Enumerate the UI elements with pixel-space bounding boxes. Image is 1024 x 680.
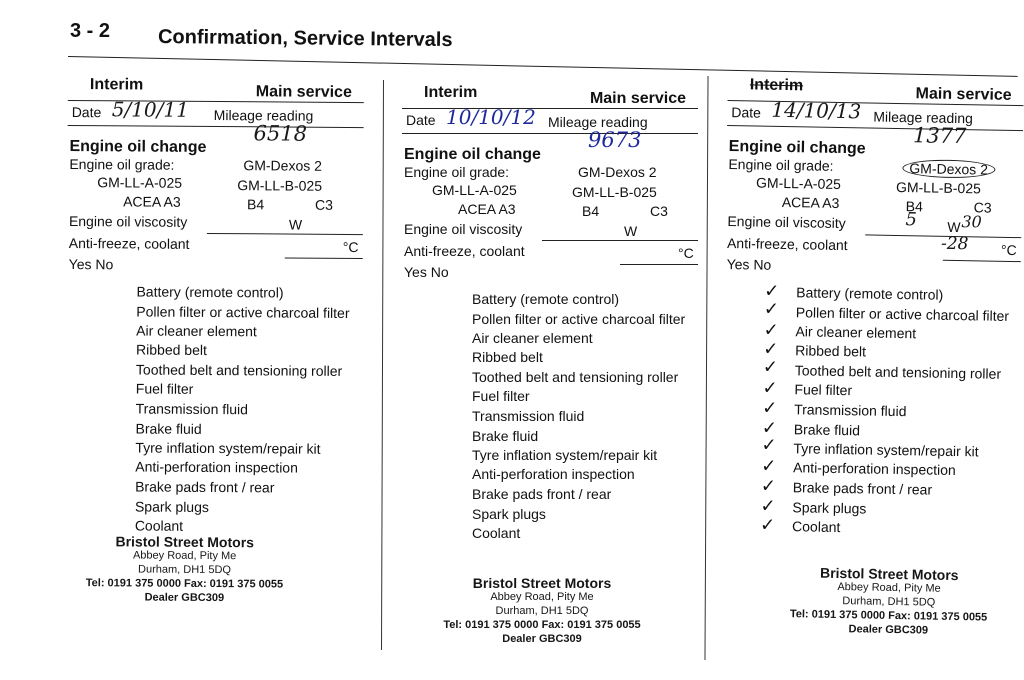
- viscosity-w: W: [624, 223, 638, 239]
- main-service-label: Main service: [589, 90, 686, 107]
- dealer-address-2: Durham, DH1 5DQ: [842, 595, 936, 609]
- checklist-item-label: Transmission fluid: [472, 407, 585, 424]
- engine-oil-change-heading: Engine oil change: [69, 138, 207, 156]
- interim-label: Interim: [749, 76, 804, 95]
- checklist-item-label: Ribbed belt: [795, 342, 867, 360]
- checklist-item: [66, 360, 366, 381]
- checklist-item-label: Brake pads front / rear: [135, 478, 275, 496]
- gm-ll-b-option: GM-LL-B-025: [572, 184, 657, 200]
- checklist-item-label: Brake pads front / rear: [472, 485, 612, 502]
- antifreeze-row: [402, 242, 702, 262]
- dealer-name: Bristol Street Motors: [819, 564, 959, 584]
- mileage-value: 9673: [588, 128, 642, 152]
- checklist-item: [66, 340, 366, 362]
- viscosity-label: Engine oil viscosity: [68, 213, 188, 230]
- dealer-stamp: [74, 534, 294, 606]
- service-checklist: [720, 282, 1024, 541]
- checklist-item: [66, 302, 366, 323]
- checklist-item-label: Pollen filter or active charcoal filter: [795, 303, 1010, 324]
- checklist-item-label: Air cleaner element: [136, 322, 257, 340]
- checklist-item-label: Transmission fluid: [794, 401, 907, 419]
- service-checklist: [402, 290, 702, 544]
- dealer-code: Dealer GBC309: [502, 633, 582, 645]
- checklist-item-label: Anti-perforation inspection: [135, 458, 298, 476]
- mileage-label: Mileage reading: [213, 107, 314, 124]
- gm-ll-b-option: GM-LL-B-025: [895, 178, 981, 197]
- c3-option: C3: [315, 196, 334, 213]
- checklist-item-label: Battery (remote control): [472, 291, 620, 307]
- checklist-item-label: Fuel filter: [472, 388, 530, 405]
- dealer-stamp: [432, 576, 652, 646]
- gm-ll-b-option: GM-LL-B-025: [237, 177, 323, 194]
- checklist-item: [402, 407, 702, 427]
- checklist-item-label: Fuel filter: [135, 380, 194, 397]
- checklist-item: [402, 329, 702, 349]
- checklist-item: [720, 516, 1020, 541]
- viscosity-value: 5: [905, 209, 918, 231]
- date-rule: [402, 133, 698, 134]
- interim-label: Interim: [424, 84, 478, 101]
- c3-option: C3: [973, 199, 992, 216]
- checklist-item-label: Spark plugs: [792, 498, 867, 517]
- date-row: [68, 97, 368, 127]
- checkmark-icon: ✓: [761, 417, 778, 439]
- checklist-item: [65, 497, 365, 519]
- date-label: Date: [731, 104, 762, 121]
- checklist-item: [402, 446, 702, 465]
- antifreeze-label: Anti-freeze, coolant: [726, 235, 848, 254]
- checklist-item-label: Spark plugs: [134, 498, 209, 515]
- checklist-item-label: Fuel filter: [794, 381, 853, 399]
- checklist-item-label: Air cleaner element: [472, 329, 593, 346]
- date-label: Date: [406, 112, 436, 128]
- viscosity-w: W: [288, 216, 303, 233]
- checkmark-icon: ✓: [760, 475, 777, 497]
- acea-option: ACEA A3: [458, 201, 516, 217]
- oil-grade-grid: [726, 156, 1024, 217]
- checklist-item-label: Brake fluid: [472, 427, 539, 444]
- degrees-unit: °C: [342, 238, 359, 256]
- checklist-item: [402, 465, 702, 485]
- checkmark-icon: ✓: [763, 339, 779, 361]
- checklist-item-label: Battery (remote control): [796, 284, 944, 303]
- checklist-item: [402, 290, 702, 310]
- checkmark-icon: ✓: [763, 319, 779, 341]
- checklist-item: [65, 438, 365, 459]
- checklist-item-label: Coolant: [134, 517, 184, 535]
- checklist-item-label: Brake pads front / rear: [792, 479, 933, 498]
- antifreeze-label: Anti-freeze, coolant: [68, 235, 190, 252]
- service-column-2: [402, 82, 702, 672]
- viscosity-w: W: [947, 218, 961, 236]
- engine-oil-change-heading: Engine oil change: [728, 138, 866, 158]
- dealer-name: Bristol Street Motors: [472, 575, 612, 591]
- dealer-address-1: Abbey Road, Pity Me: [132, 549, 237, 563]
- checklist-item: [402, 427, 702, 447]
- checkmark-icon: ✓: [762, 356, 779, 379]
- top-rule: [68, 56, 1018, 77]
- checklist-item-label: Air cleaner element: [795, 322, 917, 342]
- date-value: 5/10/11: [111, 97, 189, 122]
- mileage-label: Mileage reading: [873, 108, 974, 127]
- checklist-item-label: Coolant: [791, 518, 841, 536]
- checklist-item-label: Toothed belt and tensioning roller: [135, 361, 343, 380]
- page-title: Confirmation, Service Intervals: [157, 26, 453, 52]
- service-column-1: [64, 74, 368, 666]
- dealer-name: Bristol Street Motors: [115, 533, 255, 551]
- column-divider-1: [381, 80, 384, 650]
- checklist-item: [402, 485, 702, 505]
- service-checklist: [65, 282, 367, 538]
- dealer-address-2: Durham, DH1 5DQ: [495, 605, 589, 617]
- checkmark-icon: ✓: [761, 434, 777, 457]
- checklist-item: [66, 379, 366, 401]
- checklist-item: [402, 524, 702, 544]
- dealer-phone: Tel: 0191 375 0000 Fax: 0191 375 0055: [789, 608, 988, 624]
- checklist-item: [66, 399, 366, 421]
- checklist-item: [402, 368, 702, 387]
- b4-option: B4: [905, 198, 923, 215]
- checklist-item: [65, 477, 365, 499]
- gm-dexos-option: GM-Dexos 2: [578, 164, 657, 180]
- checklist-item: [402, 348, 702, 368]
- checkmark-icon: ✓: [759, 514, 776, 537]
- b4-option: B4: [247, 196, 265, 213]
- date-value: 10/10/12: [446, 105, 536, 129]
- oil-grade-grid: [67, 156, 367, 214]
- checkmark-icon: ✓: [762, 377, 778, 400]
- checklist-item-label: Brake fluid: [793, 420, 861, 438]
- dealer-address-2: Durham, DH1 5DQ: [138, 563, 232, 577]
- antifreeze-line: [620, 264, 698, 265]
- checklist-item-label: Pollen filter or active charcoal filter: [136, 303, 350, 321]
- checklist-item-label: Ribbed belt: [472, 349, 543, 366]
- checkmark-icon: ✓: [760, 455, 777, 478]
- checkmark-icon: ✓: [763, 298, 780, 320]
- antifreeze-row: [725, 234, 1024, 259]
- oil-grade-grid: [402, 164, 702, 220]
- dealer-phone: Tel: 0191 375 0000 Fax: 0191 375 0055: [85, 577, 284, 591]
- checklist-item-label: Transmission fluid: [135, 400, 249, 418]
- checklist-item: [66, 321, 366, 343]
- service-column-3: [718, 74, 1024, 669]
- gm-ll-a-option: GM-LL-A-025: [755, 174, 842, 192]
- checklist-item-label: Tyre inflation system/repair kit: [793, 440, 979, 460]
- dealer-address-1: Abbey Road, Pity Me: [490, 591, 594, 603]
- antifreeze-row: [67, 234, 367, 256]
- page-number: 3 - 2: [70, 20, 111, 42]
- main-service-label: Main service: [255, 83, 352, 101]
- antifreeze-label: Anti-freeze, coolant: [404, 243, 525, 259]
- checklist-item-label: Tyre inflation system/repair kit: [135, 439, 321, 457]
- checklist-item-label: Ribbed belt: [136, 341, 207, 359]
- interim-label: Interim: [89, 76, 144, 94]
- mileage-label: Mileage reading: [548, 114, 648, 130]
- date-label: Date: [71, 104, 102, 121]
- checklist-item-label: Coolant: [472, 525, 521, 542]
- yes-no-label: Yes No: [68, 256, 114, 273]
- yes-no-label: Yes No: [726, 256, 772, 273]
- degrees-unit: °C: [678, 245, 694, 261]
- viscosity-value-2: 30: [961, 212, 982, 232]
- date-row: [402, 105, 702, 133]
- oil-grade-label: Engine oil grade:: [69, 156, 175, 173]
- checklist-item: [66, 282, 366, 304]
- viscosity-line: [542, 240, 698, 241]
- acea-option: ACEA A3: [781, 193, 840, 211]
- viscosity-row: [402, 220, 702, 242]
- dealer-code: Dealer GBC309: [848, 623, 929, 637]
- dealer-code: Dealer GBC309: [144, 591, 225, 605]
- checklist-item: [65, 457, 365, 479]
- degrees-unit: °C: [1000, 241, 1017, 259]
- oil-grade-label: Engine oil grade:: [728, 156, 834, 174]
- checklist-item-label: Anti-perforation inspection: [472, 466, 635, 483]
- checklist-item-label: Brake fluid: [135, 419, 202, 437]
- gm-dexos-option: GM-Dexos 2: [902, 159, 995, 179]
- dealer-stamp: [778, 565, 999, 639]
- dealer-phone: Tel: 0191 375 0000 Fax: 0191 375 0055: [443, 619, 641, 631]
- checklist-item-label: Tyre inflation system/repair kit: [472, 447, 658, 464]
- viscosity-label: Engine oil viscosity: [404, 221, 523, 237]
- c3-option: C3: [650, 203, 668, 219]
- checkmark-icon: ✓: [760, 495, 776, 517]
- oil-grade-label: Engine oil grade:: [404, 164, 510, 180]
- acea-option: ACEA A3: [123, 193, 181, 210]
- column-divider-2: [704, 76, 708, 660]
- checkmark-icon: ✓: [761, 397, 778, 419]
- viscosity-row: [67, 212, 367, 236]
- checklist-item: [65, 419, 365, 441]
- checklist-item-label: Spark plugs: [472, 505, 546, 522]
- yes-no-label: Yes No: [404, 264, 449, 280]
- checklist-item: [402, 387, 702, 407]
- checklist-item: [402, 505, 702, 525]
- gm-ll-a-option: GM-LL-A-025: [432, 182, 517, 198]
- checklist-item-label: Toothed belt and tensioning roller: [472, 369, 679, 386]
- dealer-address-1: Abbey Road, Pity Me: [837, 580, 941, 595]
- mileage-value: 1377: [912, 123, 967, 149]
- checklist-item-label: Pollen filter or active charcoal filter: [472, 310, 686, 327]
- mileage-value: 6518: [253, 121, 308, 146]
- date-value: 14/10/13: [771, 97, 862, 124]
- checkmark-icon: ✓: [764, 280, 780, 302]
- gm-ll-a-option: GM-LL-A-025: [97, 174, 183, 191]
- checklist-item: [402, 310, 702, 329]
- checklist-item-label: Toothed belt and tensioning roller: [794, 362, 1002, 382]
- b4-option: B4: [582, 203, 600, 219]
- viscosity-label: Engine oil viscosity: [727, 213, 846, 232]
- gm-dexos-option: GM-Dexos 2: [243, 157, 322, 174]
- checklist-item-label: Anti-perforation inspection: [793, 459, 956, 479]
- engine-oil-change-heading: Engine oil change: [404, 146, 541, 163]
- checklist-item-label: Battery (remote control): [136, 283, 284, 301]
- antifreeze-value: -28: [940, 233, 969, 255]
- main-service-label: Main service: [915, 85, 1012, 104]
